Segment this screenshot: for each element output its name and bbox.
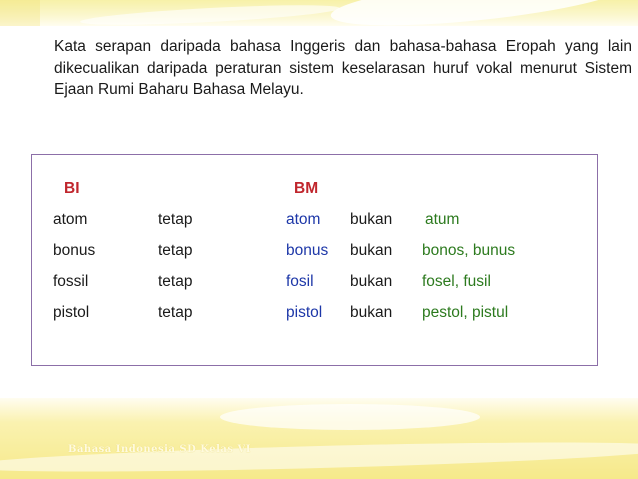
- rule-word: tetap: [158, 211, 193, 228]
- bm-word: fosil: [286, 273, 314, 290]
- bottom-decoration: [0, 398, 638, 479]
- bm-word: atom: [286, 211, 321, 228]
- header-bm: BM: [294, 180, 319, 197]
- bi-word: pistol: [53, 304, 90, 321]
- rule-word: tetap: [158, 273, 193, 290]
- bi-word: fossil: [53, 273, 89, 290]
- wrong-spelling: pestol, pistul: [422, 304, 509, 321]
- negation-word: bukan: [350, 242, 393, 259]
- intro-paragraph: Kata serapan daripada bahasa Inggeris dan bahasa-bahasa Eropah yang lain dikecualikan daripada peraturan sistem keselarasan huruf vokal menurut Sistem Ejaan Rumi Baharu Bahasa Melayu.: [54, 38, 632, 98]
- footer-text: Bahasa Indonesia SD Kelas VI: [68, 444, 251, 455]
- bi-word: bonus: [53, 242, 96, 259]
- wrong-spelling: bonos, bunus: [422, 242, 516, 259]
- wrong-spelling: fosel, fusil: [422, 273, 491, 290]
- negation-word: bukan: [350, 211, 393, 228]
- bm-word: pistol: [286, 304, 323, 321]
- examples-table: [31, 154, 598, 366]
- header-bi: BI: [64, 180, 80, 197]
- negation-word: bukan: [350, 304, 393, 321]
- negation-word: bukan: [350, 273, 393, 290]
- bm-word: bonus: [286, 242, 329, 259]
- bi-word: atom: [53, 211, 88, 228]
- wrong-spelling: atum: [425, 211, 460, 228]
- rule-word: tetap: [158, 242, 193, 259]
- top-decoration: [0, 0, 638, 26]
- rule-word: tetap: [158, 304, 193, 321]
